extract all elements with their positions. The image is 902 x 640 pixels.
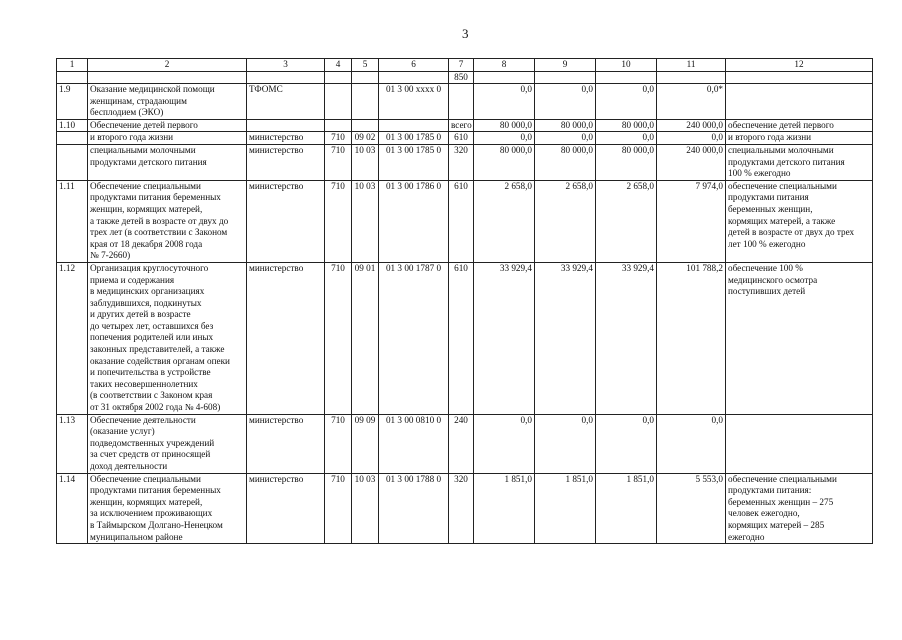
table-cell: 10 03 — [352, 180, 379, 262]
table-cell — [88, 72, 247, 84]
table-cell: 01 3 00 1785 0 — [379, 132, 449, 145]
table-cell: Оказание медицинской помощи женщинам, страдающим бесплодием (ЭКО) — [88, 84, 247, 120]
header-cell: 11 — [657, 59, 726, 72]
table-cell: обеспечение детей первого — [726, 119, 873, 132]
table-cell: 710 — [325, 132, 352, 145]
table-cell: 33 929,4 — [596, 262, 657, 414]
table-cell — [247, 72, 325, 84]
table-cell: 0,0 — [535, 414, 596, 473]
table-cell: 0,0 — [474, 84, 535, 120]
table-cell: 2 658,0 — [474, 180, 535, 262]
table-cell — [57, 132, 88, 145]
table-cell: 1 851,0 — [474, 473, 535, 544]
table-cell: обеспечение специальными продуктами питания беременных женщин, кормящих матерей, а также детей в возрасте от двух до трех лет 100 % ежегодно — [726, 180, 873, 262]
table-cell: 710 — [325, 414, 352, 473]
table-cell: 5 553,0 — [657, 473, 726, 544]
table-cell: ТФОМС — [247, 84, 325, 120]
table-cell — [726, 84, 873, 120]
table-cell — [325, 72, 352, 84]
table-cell — [57, 72, 88, 84]
table-cell — [474, 72, 535, 84]
program-table — [56, 58, 873, 544]
table-cell: 01 3 00 1788 0 — [379, 473, 449, 544]
table-cell: 80 000,0 — [596, 144, 657, 180]
table-row — [57, 180, 873, 262]
table-row — [57, 473, 873, 544]
table-row — [57, 132, 873, 145]
table-cell: 01 3 00 xxxx 0 — [379, 84, 449, 120]
table-cell: министерство — [247, 144, 325, 180]
table-cell: 80 000,0 — [474, 144, 535, 180]
table-cell: всего — [449, 119, 474, 132]
table-row — [57, 144, 873, 180]
table-cell — [352, 119, 379, 132]
table-cell: 1.10 — [57, 119, 88, 132]
header-row — [57, 59, 873, 72]
table-cell: 240 000,0 — [657, 119, 726, 132]
table-cell: 710 — [325, 180, 352, 262]
table-cell: министерство — [247, 262, 325, 414]
table-cell: обеспечение специальными продуктами питания: беременных женщин – 275 человек ежегодно, кормящих матерей – 285 ежегодно — [726, 473, 873, 544]
table-cell: 240 — [449, 414, 474, 473]
table-cell: 1.14 — [57, 473, 88, 544]
table-cell — [379, 72, 449, 84]
header-cell: 5 — [352, 59, 379, 72]
table-cell — [596, 72, 657, 84]
header-cell: 7 — [449, 59, 474, 72]
table-cell: Обеспечение специальными продуктами питания беременных женщин, кормящих матерей, за исключением проживающих в Таймырском Долгано-Ненецком муниципальном районе — [88, 473, 247, 544]
table-row — [57, 72, 873, 84]
table-cell: 320 — [449, 144, 474, 180]
table-row — [57, 414, 873, 473]
table-cell — [379, 119, 449, 132]
table-cell: Организация круглосуточного приема и содержания в медицинских организациях заблудившихся, подкинутых и других детей в возрасте до четырех лет, оставшихся без попечения родителей или иных законных представителей, а также оказание содействия органам опеки и попечительства в устройстве таких несовершеннолетних (в соответствии с Законом края от 31 октября 2002 года № 4-608) — [88, 262, 247, 414]
table-cell — [726, 414, 873, 473]
table-row — [57, 84, 873, 120]
table-cell: 80 000,0 — [535, 144, 596, 180]
table-cell: 1 851,0 — [596, 473, 657, 544]
table-cell: 0,0 — [535, 84, 596, 120]
table-cell: 610 — [449, 262, 474, 414]
table-cell: министерство — [247, 473, 325, 544]
table-cell: 0,0 — [596, 414, 657, 473]
table-cell: 0,0 — [657, 414, 726, 473]
table-cell: 80 000,0 — [535, 119, 596, 132]
table-cell: 33 929,4 — [474, 262, 535, 414]
table-cell: Обеспечение деятельности (оказание услуг) подведомственных учреждений за счет средств от приносящей доход деятельности — [88, 414, 247, 473]
table-cell: министерство — [247, 180, 325, 262]
table-cell: министерство — [247, 414, 325, 473]
table-cell: 240 000,0 — [657, 144, 726, 180]
table-cell: 80 000,0 — [596, 119, 657, 132]
table-row — [57, 119, 873, 132]
table-cell: обеспечение 100 % медицинского осмотра поступивших детей — [726, 262, 873, 414]
table-cell — [449, 84, 474, 120]
table-cell: 33 929,4 — [535, 262, 596, 414]
table-cell: 0,0 — [474, 414, 535, 473]
table-cell: 01 3 00 1787 0 — [379, 262, 449, 414]
table-cell — [325, 84, 352, 120]
table-cell: 1.11 — [57, 180, 88, 262]
table-cell: 610 — [449, 180, 474, 262]
table-cell: 01 3 00 1786 0 — [379, 180, 449, 262]
table-cell: 2 658,0 — [596, 180, 657, 262]
table-cell: специальными молочными продуктами детского питания 100 % ежегодно — [726, 144, 873, 180]
table-cell: 09 02 — [352, 132, 379, 145]
table-cell: 01 3 00 1785 0 — [379, 144, 449, 180]
table-cell: 0,0 — [657, 132, 726, 145]
header-cell: 4 — [325, 59, 352, 72]
table-cell — [657, 72, 726, 84]
header-cell: 10 — [596, 59, 657, 72]
header-cell: 2 — [88, 59, 247, 72]
page-number: 3 — [462, 26, 469, 41]
table-cell: 1.9 — [57, 84, 88, 120]
header-cell: 12 — [726, 59, 873, 72]
table-cell: Обеспечение специальными продуктами питания беременных женщин, кормящих матерей, а также детей в возрасте от двух до трех лет (в соответствии с Законом края от 18 декабря 2008 года № 7-2660) — [88, 180, 247, 262]
table-cell: 10 03 — [352, 473, 379, 544]
table-cell: 01 3 00 0810 0 — [379, 414, 449, 473]
table-cell: 0,0 — [596, 84, 657, 120]
table-cell: 09 01 — [352, 262, 379, 414]
table-cell: 7 974,0 — [657, 180, 726, 262]
table-cell: 0,0* — [657, 84, 726, 120]
table-cell: 0,0 — [535, 132, 596, 145]
header-cell: 1 — [57, 59, 88, 72]
table-cell: 1 851,0 — [535, 473, 596, 544]
table-row — [57, 262, 873, 414]
table-cell — [57, 144, 88, 180]
table-cell: 0,0 — [474, 132, 535, 145]
table-cell: специальными молочными продуктами детского питания — [88, 144, 247, 180]
table-cell: 710 — [325, 262, 352, 414]
table-cell: 2 658,0 — [535, 180, 596, 262]
header-cell: 3 — [247, 59, 325, 72]
table-cell — [726, 72, 873, 84]
table-cell: 710 — [325, 144, 352, 180]
table-cell: 09 09 — [352, 414, 379, 473]
table-cell: 710 — [325, 473, 352, 544]
table-cell — [325, 119, 352, 132]
table-cell: 320 — [449, 473, 474, 544]
table-cell — [352, 72, 379, 84]
table-cell: 10 03 — [352, 144, 379, 180]
table-cell — [535, 72, 596, 84]
table-cell: 1.13 — [57, 414, 88, 473]
table-cell: Обеспечение детей первого — [88, 119, 247, 132]
table-cell: 610 — [449, 132, 474, 145]
table-cell: 1.12 — [57, 262, 88, 414]
table-body — [57, 59, 873, 544]
header-cell: 8 — [474, 59, 535, 72]
table-cell: 0,0 — [596, 132, 657, 145]
header-cell: 9 — [535, 59, 596, 72]
table-cell: 80 000,0 — [474, 119, 535, 132]
table-cell: и второго года жизни — [88, 132, 247, 145]
table-cell: министерство — [247, 132, 325, 145]
table-cell: 850 — [449, 72, 474, 84]
table-cell — [352, 84, 379, 120]
table-cell: и второго года жизни — [726, 132, 873, 145]
table-cell: 101 788,2 — [657, 262, 726, 414]
header-cell: 6 — [379, 59, 449, 72]
table-cell — [247, 119, 325, 132]
